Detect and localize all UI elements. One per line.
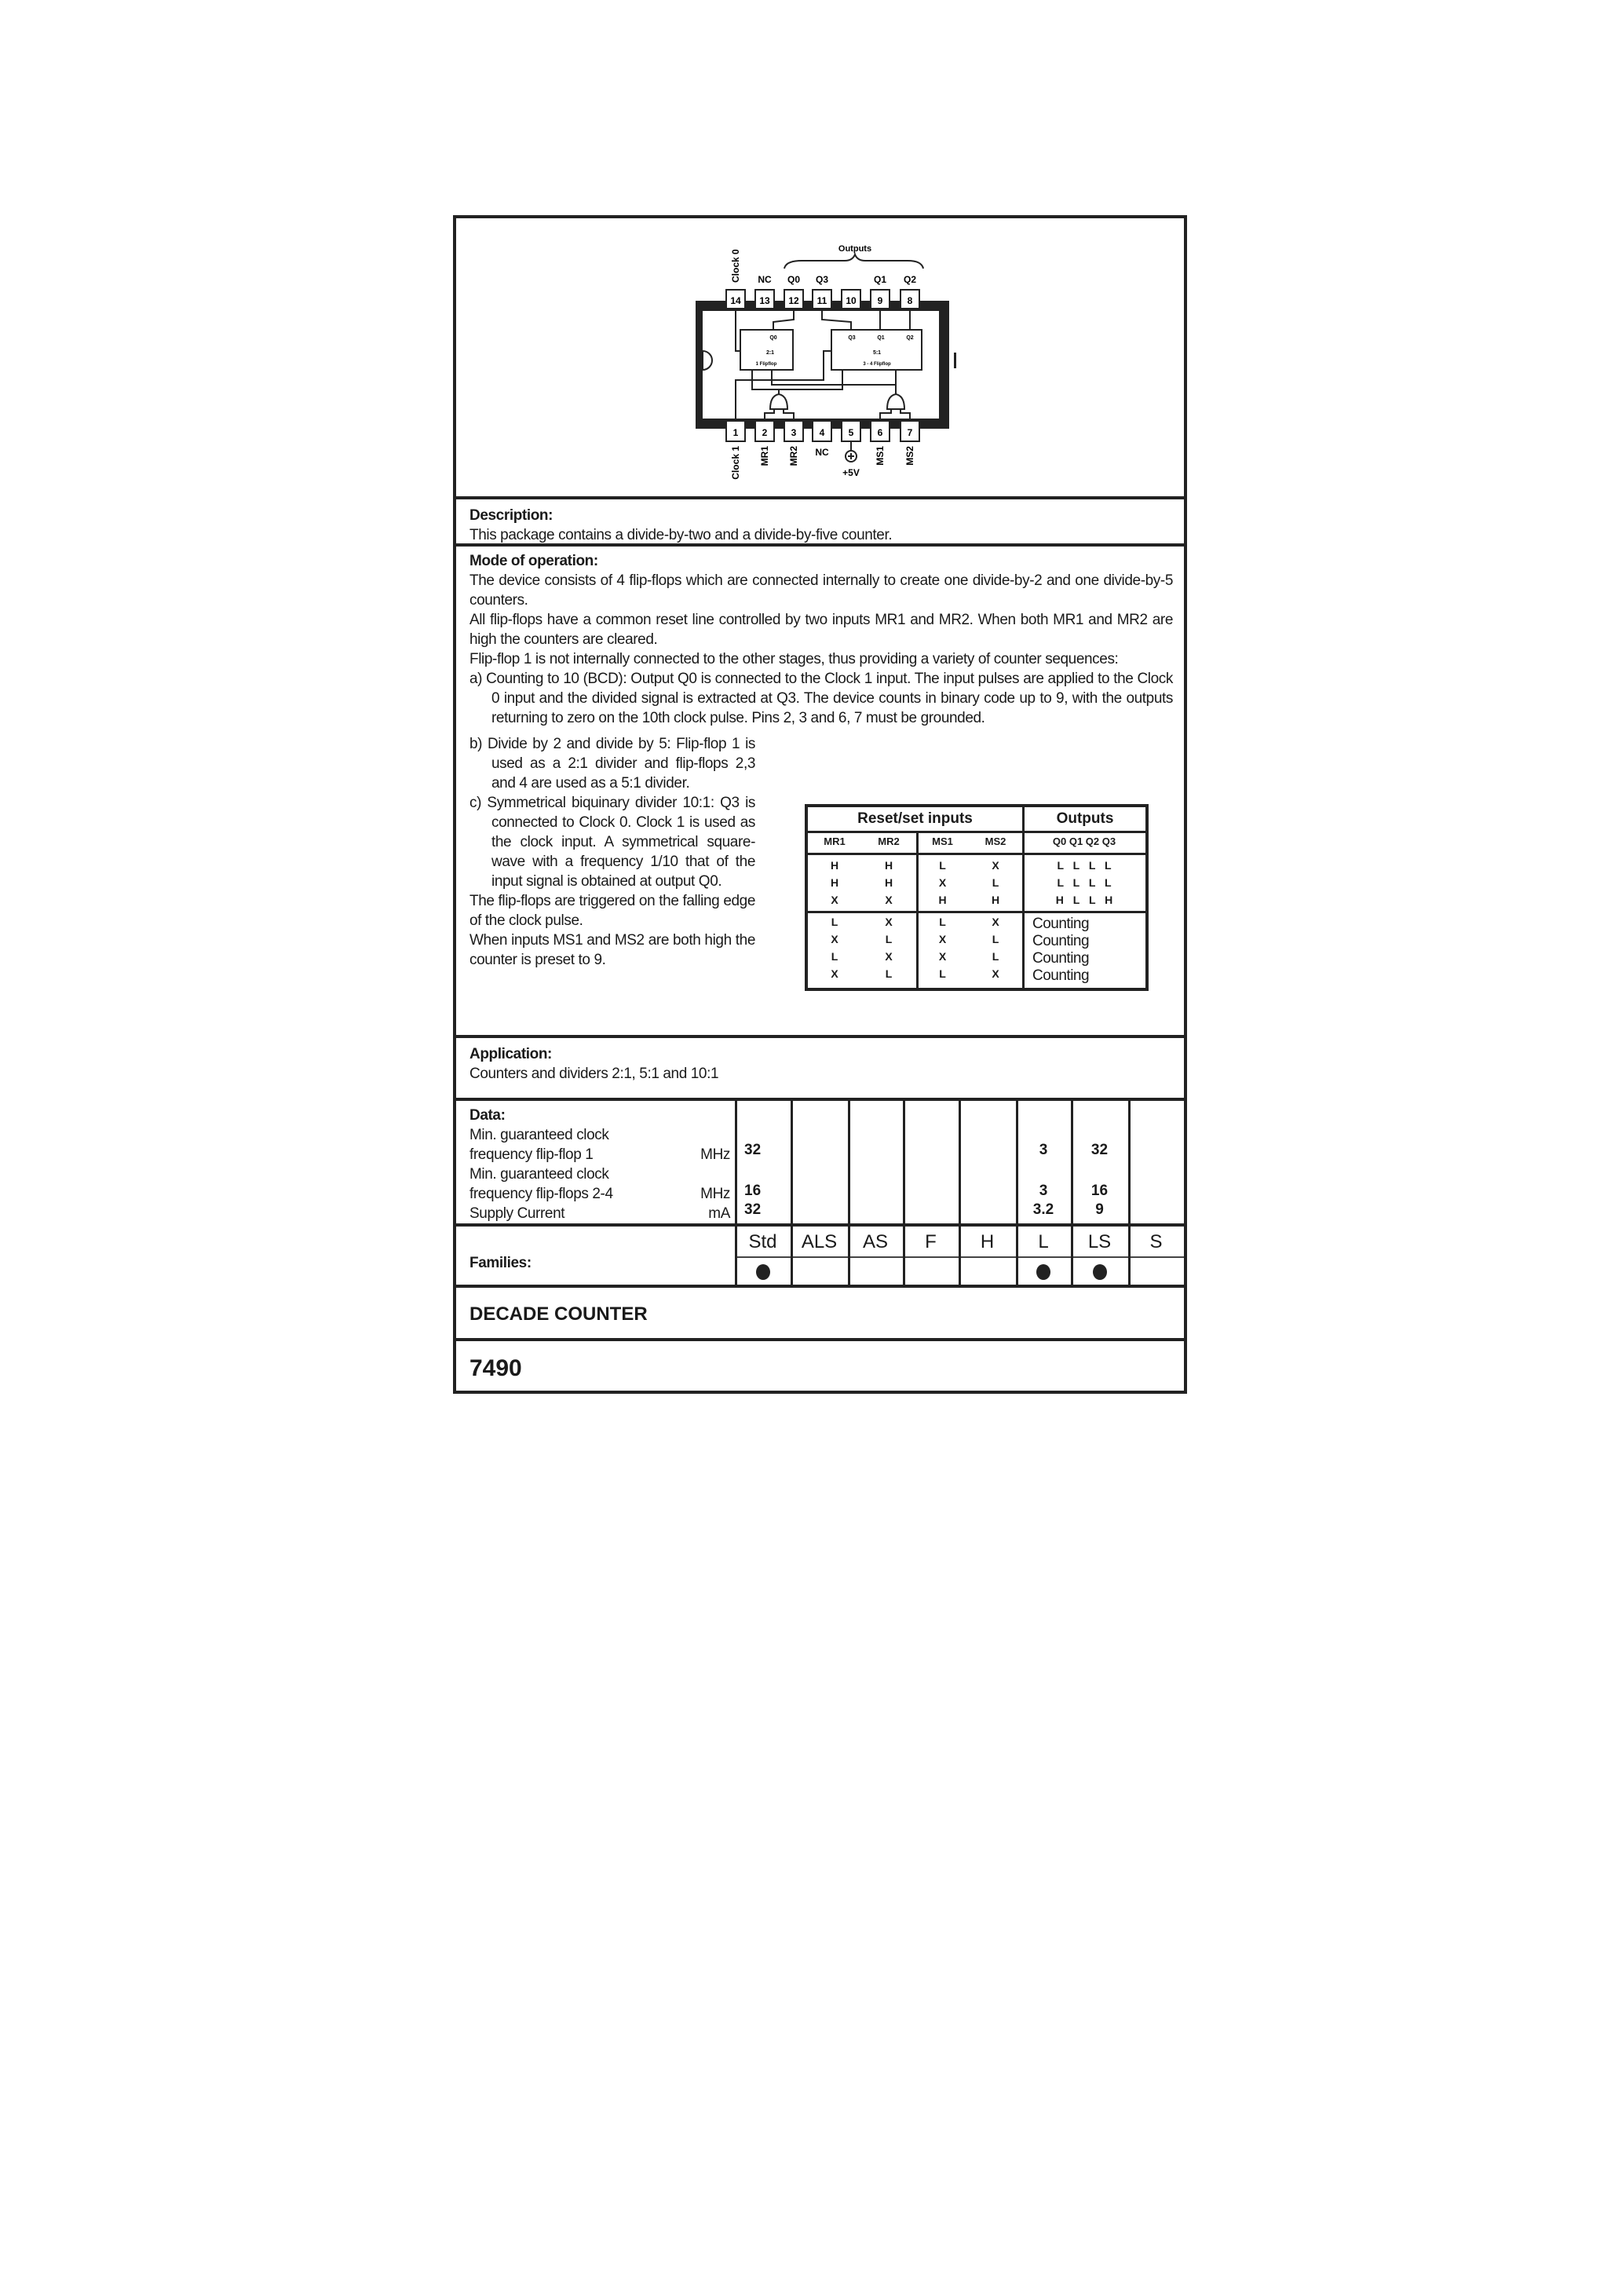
outputs-brace (784, 254, 923, 269)
pin-number: 6 (877, 427, 883, 438)
table-cell: Counting (1032, 916, 1090, 932)
pin-number: 3 (791, 427, 797, 438)
pin-number: 2 (762, 427, 768, 438)
mode-p4: The flip-flops are triggered on the falling edge of the clock pulse. (469, 893, 755, 929)
mode-p1: The device consists of 4 flip-flops which are connected internally to create one divide-by-2 and one divide-by-5 counters. (469, 572, 1173, 609)
data-value: 9 (1095, 1201, 1104, 1218)
data-row (469, 1204, 730, 1223)
outputs-label: Outputs (838, 244, 872, 254)
column-divider (735, 1101, 737, 1223)
mode-p3: Flip-flop 1 is not internally connected to the other stages, thus providing a variety of counter sequences: (469, 651, 1119, 667)
data-label: Supply Current (469, 1205, 565, 1222)
family-available-dot (1036, 1264, 1050, 1280)
data-unit: MHz (700, 1146, 730, 1163)
families-heading: Families: (469, 1255, 532, 1271)
column-divider (848, 1101, 850, 1223)
title-section (456, 1285, 1184, 1338)
column-header: MR1 (824, 835, 846, 847)
data-value: 16 (1090, 1183, 1109, 1199)
data-section (456, 1098, 1184, 1223)
data-row (469, 1184, 730, 1204)
table-cell: X (992, 916, 999, 928)
table-cell: L (831, 916, 838, 928)
pin-number: 10 (846, 295, 857, 306)
data-value: 3 (1039, 1183, 1048, 1199)
pin-label: MS1 (875, 446, 886, 466)
svg-text:Q2: Q2 (906, 335, 914, 341)
datasheet-card (453, 215, 1187, 1394)
family-l: L (1038, 1231, 1049, 1252)
mode-a: a) Counting to 10 (BCD): Output Q0 is connected to the Clock 1 input. The input pulses are applied to the Clock 0 input and the divided signal is extracted at Q3. The device counts in binary code up to 9, with the outputs returning to zero on the 10th clock pulse. Pins 2, 3 and 6, 7 must be grounded. (469, 671, 1173, 726)
column-divider (903, 1101, 905, 1223)
family-as: AS (862, 1231, 888, 1252)
column-header: MR2 (878, 835, 900, 847)
part-number: 7490 (469, 1355, 522, 1381)
data-label: frequency flip-flop 1 (469, 1146, 594, 1163)
group-header-outputs: Outputs (1056, 810, 1114, 827)
truth-table (805, 804, 1149, 991)
data-label: Min. guaranteed clock (469, 1127, 609, 1143)
table-cell: X (938, 933, 947, 945)
pin-number: 1 (732, 427, 739, 438)
table-cell: L (992, 933, 999, 945)
table-cell: X (938, 950, 947, 963)
data-value: 3 (1039, 1142, 1048, 1158)
pin-label: Clock 1 (730, 446, 741, 480)
column-divider (1184, 1227, 1186, 1285)
column-header: MS2 (985, 835, 1006, 847)
family-als: ALS (801, 1231, 838, 1252)
family-available-dot (756, 1264, 770, 1280)
application-text: Counters and dividers 2:1, 5:1 and 10:1 (469, 1066, 719, 1082)
pin-number: 11 (816, 295, 827, 306)
table-cell: X (885, 916, 893, 928)
family-s: S (1149, 1231, 1163, 1252)
svg-text:Q0: Q0 (769, 335, 777, 341)
description-heading: Description: (469, 507, 553, 524)
table-cell: L (939, 859, 946, 872)
data-value: 32 (744, 1142, 762, 1158)
family-ls: LS (1087, 1231, 1112, 1252)
families-section (456, 1223, 1184, 1285)
family-f: F (925, 1231, 937, 1252)
group-header-inputs: Reset/set inputs (857, 810, 973, 827)
table-cell: X (992, 967, 999, 980)
pin-number: 8 (907, 295, 913, 306)
pin-label: Q3 (815, 274, 829, 285)
mode-heading: Mode of operation: (469, 553, 598, 569)
pin-label: NC (815, 447, 829, 458)
pin-label: Q0 (787, 274, 801, 285)
data-value: 32 (744, 1201, 762, 1218)
mode-b: b) Divide by 2 and divide by 5: Flip-flop 1 is used as a 2:1 divider and flip-flops 2,3 and 4 are used as a 5:1 divider. (469, 736, 755, 792)
pin-number: 12 (788, 295, 799, 306)
data-value: 3.2 (1032, 1201, 1054, 1218)
table-cell: L (939, 916, 946, 928)
table-cell: Counting (1032, 933, 1090, 949)
svg-text:Q1: Q1 (877, 335, 885, 341)
table-cell: H (884, 859, 893, 872)
data-value: 16 (744, 1183, 762, 1199)
description-section (456, 496, 1184, 543)
pin-label: MR1 (759, 446, 770, 466)
table-cell: L (992, 950, 999, 963)
table-cell: X (831, 933, 838, 945)
column-header: Q0 Q1 Q2 Q3 (1052, 835, 1116, 847)
mode-p2: All flip-flops have a common reset line controlled by two inputs MR1 and MR2. When both MR1 and MR2 are high the counters are cleared. (469, 612, 1173, 648)
application-heading: Application: (469, 1046, 552, 1062)
table-cell: H L L H (1055, 894, 1113, 906)
pin-number: 4 (819, 427, 825, 438)
table-cell: L (885, 967, 893, 980)
table-cell: H (884, 876, 893, 889)
table-cell: X (831, 894, 838, 906)
table-cell: L (885, 933, 893, 945)
application-section (456, 1035, 1184, 1098)
column-divider (1128, 1101, 1131, 1223)
svg-text:2:1: 2:1 (765, 350, 775, 356)
pin-label: MR2 (788, 446, 799, 466)
pin-number: 9 (877, 295, 883, 306)
table-cell: H (830, 859, 839, 872)
svg-text:5:1: 5:1 (872, 350, 882, 356)
mode-c: c) Symmetrical biquinary divider 10:1: Q3 is connected to Clock 0. Clock 1 is used as the clock input. A symmetrical square-wave with a frequency 1/10 that of the input signal is obtained at output Q0. (469, 795, 755, 890)
column-divider (1016, 1101, 1018, 1223)
table-cell: X (885, 894, 893, 906)
data-unit: MHz (700, 1186, 730, 1202)
pin-number: 14 (730, 295, 741, 306)
pin-label: Clock 0 (730, 249, 741, 283)
pinout-diagram (456, 217, 1184, 498)
data-row (469, 1145, 730, 1164)
pin-number: 5 (848, 427, 854, 438)
table-cell: L (831, 950, 838, 963)
data-heading: Data: (469, 1107, 506, 1124)
family-h: H (980, 1231, 995, 1252)
table-cell: Counting (1032, 950, 1090, 967)
table-cell: H (938, 894, 947, 906)
svg-text:3 - 4 Flipflop: 3 - 4 Flipflop (863, 362, 891, 367)
data-label: Min. guaranteed clock (469, 1166, 609, 1183)
table-cell: X (992, 859, 999, 872)
svg-text:1 Flipflop: 1 Flipflop (755, 362, 777, 367)
table-cell: X (831, 967, 838, 980)
device-title: DECADE COUNTER (469, 1303, 648, 1325)
pin-label: Q2 (903, 274, 917, 285)
family-std: Std (748, 1231, 777, 1252)
pin-number: 13 (759, 295, 770, 306)
table-cell: H (991, 894, 1000, 906)
table-cell: L L L L (1057, 859, 1112, 872)
column-divider (791, 1101, 793, 1223)
pin-label: Q1 (873, 274, 887, 285)
part-number-section (456, 1338, 1184, 1391)
description-text: This package contains a divide-by-two and a divide-by-five counter. (469, 527, 893, 543)
pin-number: 7 (907, 427, 913, 438)
svg-text:Q3: Q3 (848, 335, 856, 341)
family-available-dot (1093, 1264, 1107, 1280)
table-cell: X (885, 950, 893, 963)
table-cell: L (939, 967, 946, 980)
column-divider (1071, 1101, 1073, 1223)
pin-label: MS2 (904, 446, 915, 466)
pin-label: NC (758, 274, 772, 285)
mode-p5: When inputs MS1 and MS2 are both high the counter is preset to 9. (469, 932, 755, 968)
column-header: MS1 (932, 835, 953, 847)
table-cell: X (938, 876, 947, 889)
data-label: frequency flip-flops 2-4 (469, 1186, 613, 1202)
supply-label: +5V (842, 467, 860, 478)
column-divider (1184, 1101, 1186, 1223)
table-cell: L (992, 876, 999, 889)
data-unit: mA (708, 1205, 730, 1222)
table-cell: H (830, 876, 839, 889)
table-cell: L L L L (1057, 876, 1112, 889)
data-value: 32 (1090, 1142, 1109, 1158)
column-divider (959, 1101, 961, 1223)
table-cell: Counting (1032, 967, 1090, 984)
